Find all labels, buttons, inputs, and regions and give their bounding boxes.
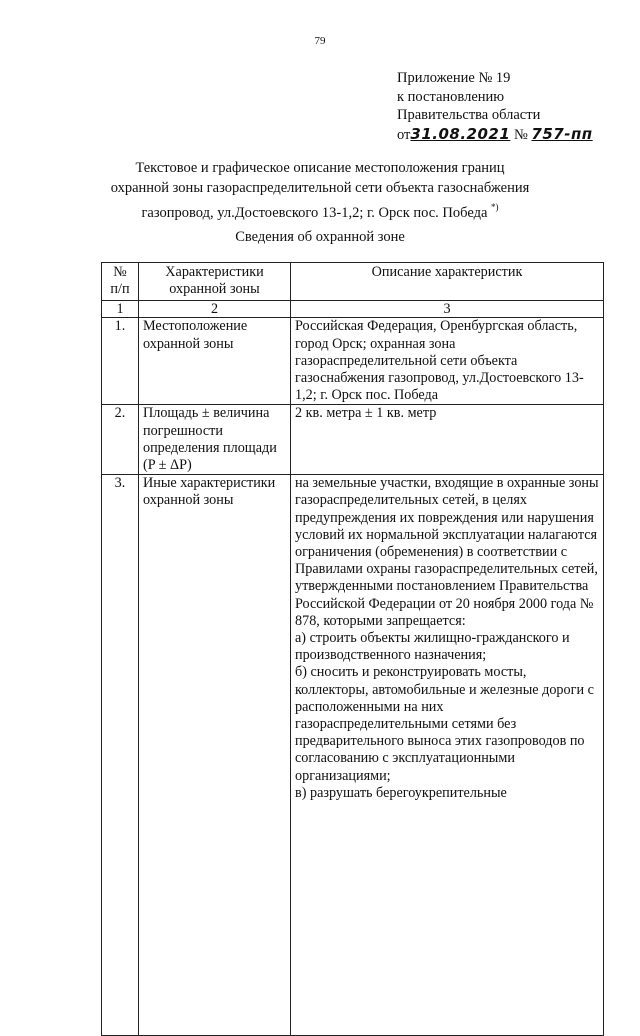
table-row bbox=[102, 405, 604, 475]
row-number: 1. bbox=[102, 318, 139, 405]
title-line-3-wrap bbox=[0, 198, 640, 224]
header-characteristic: Характеристики охранной зоны bbox=[139, 263, 291, 301]
row-description-container bbox=[295, 475, 599, 1035]
table-row bbox=[102, 318, 604, 405]
column-number: 3 bbox=[291, 301, 604, 318]
row-number: 3. bbox=[102, 475, 139, 1036]
appendix-date-line bbox=[397, 125, 593, 145]
restriction-item: б) сносить и реконструировать мосты, коллекторы, автомобильные и железные дороги с расположенными на них газораспределительными сетями без предварительного выноса этих газопроводов по согласованию с эксплуатационными организациями; bbox=[295, 664, 594, 784]
appendix-block bbox=[397, 69, 593, 144]
appendix-resolution: к постановлению bbox=[397, 88, 505, 105]
column-number: 1 bbox=[102, 301, 139, 318]
section-heading: Сведения об охранной зоне bbox=[235, 229, 405, 245]
footnote-mark: *) bbox=[491, 202, 499, 212]
title-line-2: охранной зоны газораспределительной сети объекта газоснабжения bbox=[110, 179, 530, 196]
handwritten-date: 31.08.2021 bbox=[410, 124, 511, 143]
row-characteristic: Площадь ± величина погрешности определения площади (P ± ΔP) bbox=[139, 405, 291, 475]
handwritten-number: 757-пп bbox=[531, 124, 593, 143]
row-number: 2. bbox=[102, 405, 139, 475]
row-description: на земельные участки, входящие в охранные зоны газораспределительных сетей, в целях предупреждения их повреждения или нарушения условий их нормальной эксплуатации налагаются ограничения (обременения) в соответствии с Правилами охраны газораспределительных сетей, утвержденными постановлением Правительства Российской Федерации от 20 ноября 2000 года № 878, которыми запрещается: bbox=[295, 475, 599, 629]
protection-zone-table bbox=[101, 262, 604, 1036]
page-number: 79 bbox=[314, 35, 326, 47]
row-description: 2 кв. метра ± 1 кв. метр bbox=[291, 405, 604, 475]
row-description-cell bbox=[291, 475, 604, 1036]
header-description: Описание характеристик bbox=[291, 263, 604, 301]
restriction-item: в) разрушать берегоукрепительные bbox=[295, 784, 507, 801]
appendix-title: Приложение № 19 bbox=[397, 70, 511, 86]
document-title bbox=[0, 159, 640, 224]
title-line-1: Текстовое и графическое описание местоположения границ bbox=[135, 160, 505, 176]
restriction-item: а) строить объекты жилищно-гражданского и производственного назначения; bbox=[295, 630, 570, 664]
date-prefix: от bbox=[397, 126, 411, 143]
row-description: Российская Федерация, Оренбургская область, город Орск; охранная зона газораспределительной сети объекта газоснабжения газопровод, ул.Достоевского 13-1,2; г. Орск пос. Победа bbox=[291, 318, 604, 405]
appendix-government: Правительства области bbox=[397, 107, 541, 123]
row-characteristic: Иные характеристики охранной зоны bbox=[139, 475, 291, 1036]
table-row bbox=[102, 475, 604, 1036]
column-number-row bbox=[102, 301, 604, 318]
table-header-row bbox=[102, 263, 604, 301]
number-prefix: № bbox=[513, 126, 528, 143]
column-number: 2 bbox=[139, 301, 291, 318]
header-number: № п/п bbox=[102, 263, 139, 301]
row-characteristic: Местоположение охранной зоны bbox=[139, 318, 291, 405]
title-line-3: газопровод, ул.Достоевского 13-1,2; г. Орск пос. Победа bbox=[141, 205, 488, 221]
